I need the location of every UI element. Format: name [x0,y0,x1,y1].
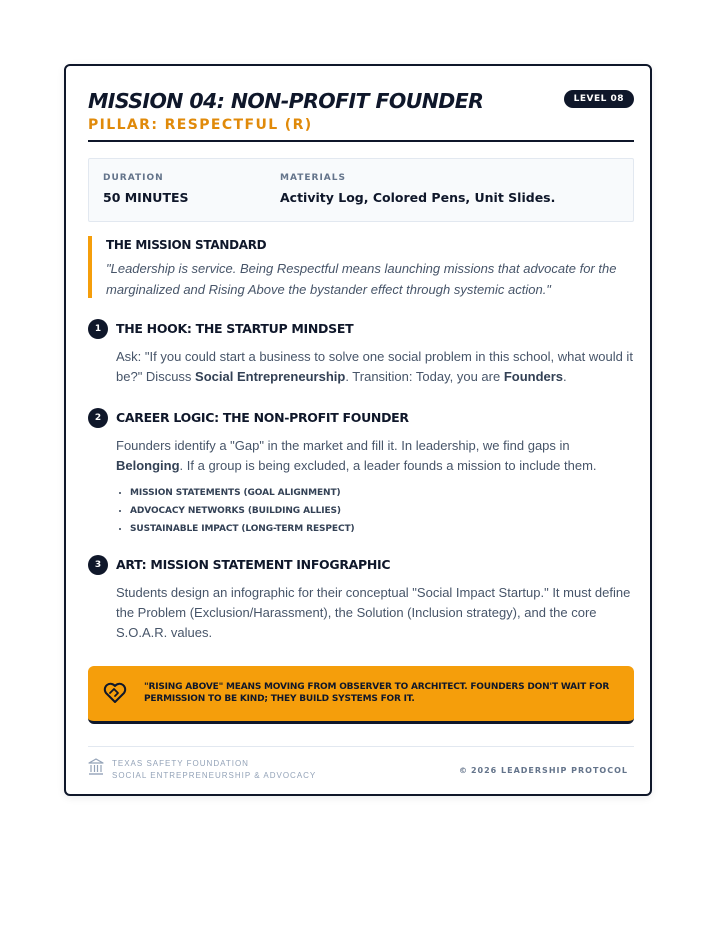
section-title: CAREER LOGIC: THE NON-PROFIT FOUNDER [116,410,409,425]
standard-title: THE MISSION STANDARD [106,238,267,252]
list-item: • SUSTAINABLE IMPACT (LONG-TERM RESPECT) [130,520,355,538]
section-art [88,555,634,645]
footer-org-subtitle: SOCIAL ENTREPRENEURSHIP & ADVOCACY [112,771,317,780]
section-body: Ask: "If you could start a business to solve one social problem in this school, what would it be?" Discuss Social Entrepreneurship. Transition: Today, you are Founders. [116,349,633,384]
mission-card [64,64,652,796]
footer-text [112,758,316,782]
section-number: 2 [88,408,108,428]
mission-title: MISSION 04: NON-PROFIT FOUNDER [88,89,484,113]
copyright-text: 2026 LEADERSHIP PROTOCOL [470,766,628,775]
standard-accent-bar [88,236,92,298]
materials-value: Activity Log, Colored Pens, Unit Slides. [280,190,556,205]
handshake-heart-icon [102,680,128,706]
footer-divider [88,746,634,747]
duration-value: 50 MINUTES [103,190,189,205]
section-number: 1 [88,319,108,339]
list-item: • ADVOCACY NETWORKS (BUILDING ALLIES) [130,502,355,520]
header-divider [88,140,634,142]
section-career-logic [88,408,634,538]
section-title: ART: MISSION STATEMENT INFOGRAPHIC [116,557,391,572]
footer-org-name: TEXAS SAFETY FOUNDATION [112,759,249,768]
materials-block [280,173,555,205]
section-number: 3 [88,555,108,575]
pillar-label: PILLAR: RESPECTFUL (R) [88,117,313,133]
mission-standard [88,236,634,298]
section-body: Founders identify a "Gap" in the market and fill it. In leadership, we find gaps in Belonging. If a group is being excluded, a leader founds a mission to include them. [116,438,597,473]
institution-icon [88,758,104,776]
section-body: Students design an infographic for their conceptual "Social Impact Startup." It must define the Problem (Exclusion/Harassment), the Solution (Inclusion strategy), and the core S.O.A.R. values. [116,585,631,640]
section-bullets [116,484,355,538]
materials-label: MATERIALS [280,173,346,183]
section-title: THE HOOK: THE STARTUP MINDSET [116,321,354,336]
rising-above-callout [88,666,634,724]
callout-text: "RISING ABOVE" MEANS MOVING FROM OBSERVER TO ARCHITECT. FOUNDERS DON'T WAIT FOR PERMISSION TO BE KIND; THEY BUILD SYSTEMS FOR IT. [144,682,610,704]
copyright-icon: © [458,766,468,775]
card-header [88,88,634,134]
meta-box [88,158,634,222]
level-badge: LEVEL 08 [564,90,634,108]
duration-block [103,173,189,205]
section-hook [88,319,634,389]
duration-label: DURATION [103,173,164,183]
standard-quote: "Leadership is service. Being Respectful means launching missions that advocate for the marginalized and Rising Above the bystander effect through systemic action." [106,261,617,297]
footer-copyright [459,766,628,775]
list-item: • MISSION STATEMENTS (GOAL ALIGNMENT) [130,484,355,502]
